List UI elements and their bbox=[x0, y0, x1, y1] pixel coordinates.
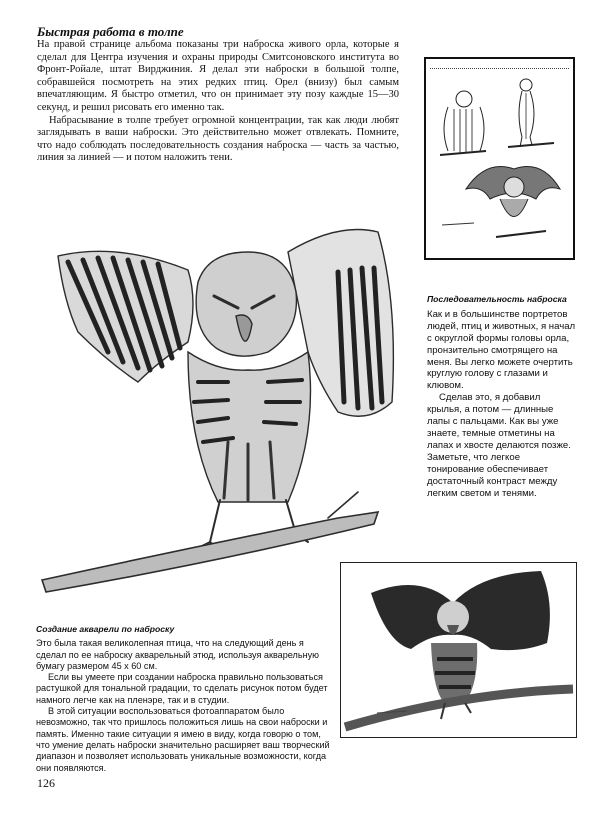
caption-watercolor bbox=[36, 624, 336, 774]
watercolor-eagle-image bbox=[340, 562, 577, 738]
caption-paragraph: Если вы умеете при создании наброска правильно пользоваться растушкой для тональной градации, то сделать рисунок потом будет намного легче как на пленэре, так и в студии. bbox=[36, 672, 328, 705]
small-eagle-sketches bbox=[426, 59, 573, 258]
eagle-pencil-sketch bbox=[38, 212, 418, 598]
branch bbox=[42, 512, 378, 592]
intro-paragraph: Набрасывание в толпе требует огромной концентрации, так как люди любят заглядывать в ваши наброски. Это действительно может отвлекать. Помните, что надо соблюдать последовательность создания наброска — часть за частью, линия за линией — и потом наложить тени. bbox=[37, 114, 399, 164]
caption-paragraph: Как и в большинстве портретов людей, птиц и животных, я начал с округлой формы головы орла, пронзительно смотрящего на меня. Вы легко можете очертить круглую голову с глазами и клювом. bbox=[427, 308, 576, 392]
eagle-sketch-2 bbox=[508, 79, 554, 147]
watercolor-eagle bbox=[341, 563, 576, 737]
eagle-sketch-3 bbox=[442, 167, 560, 238]
sketchbook-page-image bbox=[424, 57, 575, 260]
intro-text bbox=[37, 39, 399, 165]
sketchbook-binding bbox=[430, 62, 569, 69]
caption-paragraph: Сделав это, я добавил крылья, а потом — длинные лапы с пальцами. Как вы уже знаете, темные отметины на лапах и хвосте делаются позже. Заметьте, что легкое тонирование обеспечивает достаточный контраст между легким светом и тенями. bbox=[427, 392, 571, 499]
intro-paragraph: На правой странице альбома показаны три наброска живого орла, которые я сделал для Центра изучения и охраны природы Смитсоновского института во Фронт-Ройале, штат Вирджиния. Я делал эти наброски в большой толпе, собравшейся посмотреть на этих редких птиц. Орел (внизу) был самым впечатляющим. Я быстро отметил, что он принимает эту позу каждые 15—30 секунд, и решил рисовать его именно так. bbox=[37, 39, 399, 113]
caption-paragraph: В этой ситуации воспользоваться фотоаппаратом было невозможно, так что пришлось положиться лишь на свои наброски и память. Именно такие ситуации я имею в виду, когда говорю о том, что умение делать наброски значительно расширяет ваш творческий диапазон и позволяет использовать уникальные возможности, когда они появляются. bbox=[36, 706, 330, 773]
caption-paragraph: Это была такая великолепная птица, что на следующий день я сделал по ее наброску акварельный этюд, используя акварельную бумагу размером 45 х 60 см. bbox=[36, 638, 319, 671]
eagle-sketch-1 bbox=[440, 91, 486, 155]
caption-sequence bbox=[427, 294, 577, 499]
caption-title: Последовательность наброска bbox=[427, 294, 567, 304]
section-heading: Быстрая работа в толпе bbox=[37, 24, 184, 39]
caption-title: Создание акварели по наброску bbox=[36, 624, 175, 634]
page-number: 126 bbox=[37, 776, 55, 790]
